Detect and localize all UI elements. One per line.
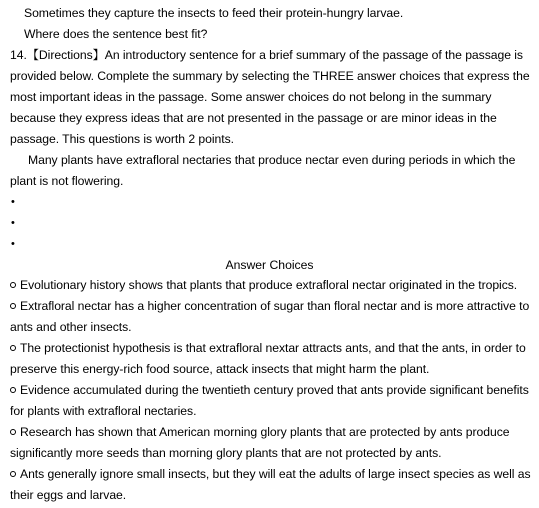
directions-line: because they express ideas that are not presented in the passage or are minor ideas in the (10, 111, 497, 125)
choice-text: Evidence accumulated during the twentieth century proved that ants provide significant benefits (20, 383, 529, 397)
summary-slot-3[interactable]: • (11, 238, 15, 250)
directions-line: 14.【Directions】An introductory sentence for a brief summary of the passage of the passage is (10, 48, 523, 62)
choice-text: Ants generally ignore small insects, but they will eat the adults of large insect species as well as (20, 467, 531, 481)
summary-slot-1[interactable]: • (11, 196, 15, 208)
answer-choice-6[interactable] (10, 467, 531, 481)
choice-text: The protectionist hypothesis is that extrafloral nextar attracts ants, and that the ants, in order to (20, 341, 526, 355)
directions-line: passage. This questions is worth 2 points. (10, 132, 234, 146)
answer-choice-3[interactable] (10, 341, 526, 355)
inserted-sentence: Sometimes they capture the insects to feed their protein-hungry larvae. (24, 6, 404, 20)
radio-circle-icon[interactable] (10, 429, 16, 435)
choice-continuation: ants and other insects. (10, 320, 132, 334)
choice-continuation: their eggs and larvae. (10, 488, 127, 502)
answer-choice-5[interactable] (10, 425, 509, 439)
radio-circle-icon[interactable] (10, 303, 16, 309)
answer-choices-heading: Answer Choices (225, 258, 314, 272)
question-prompt: Where does the sentence best fit? (24, 27, 208, 41)
choice-continuation: significantly more seeds than morning glory plants that are not protected by ants. (10, 446, 442, 460)
directions-line: provided below. Complete the summary by selecting the THREE answer choices that express the (10, 69, 530, 83)
choice-text: Evolutionary history shows that plants that produce extrafloral nectar originated in the tropics. (20, 278, 518, 292)
summary-intro-line: Many plants have extrafloral nectaries that produce nectar even during periods in which the (28, 153, 516, 167)
radio-circle-icon[interactable] (10, 345, 16, 351)
directions-line: most important ideas in the passage. Some answer choices do not belong in the summary (10, 90, 492, 104)
summary-intro-line: plant is not flowering. (10, 174, 124, 188)
answer-choice-1[interactable] (10, 278, 517, 292)
choice-text: Research has shown that American morning glory plants that are protected by ants produce (20, 425, 510, 439)
radio-circle-icon[interactable] (10, 471, 16, 477)
radio-circle-icon[interactable] (10, 387, 16, 393)
choice-continuation: for plants with extrafloral nectaries. (10, 404, 197, 418)
choice-continuation: preserve this energy-rich food source, attack insects that might harm the plant. (10, 362, 430, 376)
radio-circle-icon[interactable] (10, 282, 16, 288)
summary-slot-2[interactable]: • (11, 217, 15, 229)
answer-choice-4[interactable] (10, 383, 529, 397)
choice-text: Extrafloral nectar has a higher concentration of sugar than floral nectar and is more attractive to (20, 299, 530, 313)
answer-choice-2[interactable] (10, 299, 529, 313)
